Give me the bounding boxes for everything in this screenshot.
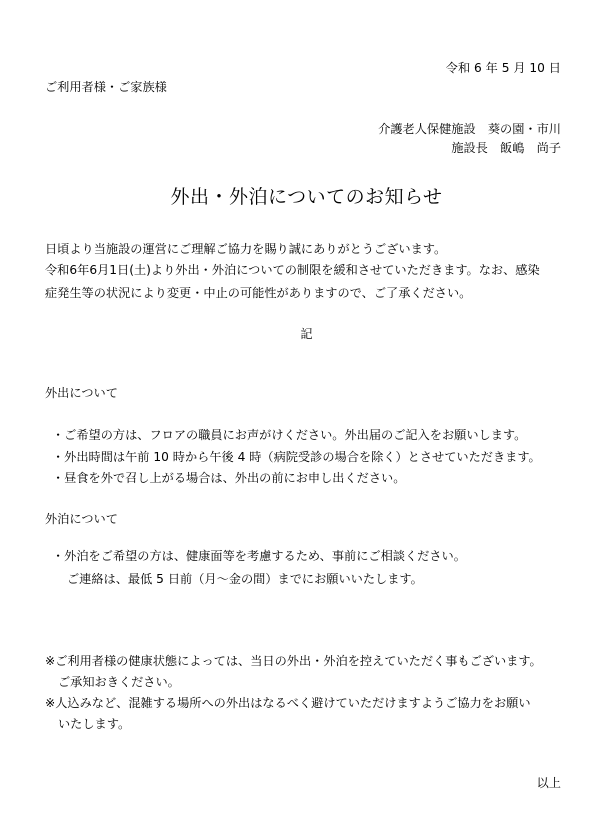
ki-marker: 記 — [300, 327, 313, 341]
addressee: ご利用者様・ご家族様 — [45, 80, 167, 94]
document-date: 令和 6 年 5 月 10 日 — [445, 61, 561, 75]
note-2: ※人込みなど、混雑する場所への外出はなるべく避けていただけますようご協力をお願い — [45, 696, 531, 710]
overnight-item: ・外泊をご希望の方は、健康面等を考慮するため、事前にご相談ください。 — [52, 549, 466, 563]
note-1: ※ご利用者様の健康状態によっては、当日の外出・外泊を控えていただく事もございます。 — [45, 654, 542, 668]
note-2-continued: いたします。 — [58, 717, 131, 731]
closing-mark: 以上 — [536, 776, 561, 790]
intro-line-3: 症発生等の状況により変更・中止の可能性がありますので、ご了承ください。 — [45, 286, 472, 300]
intro-line-1: 日頃より当施設の運営にご理解ご協力を賜り誠にありがとうございます。 — [45, 242, 447, 256]
outing-item: ・昼食を外で召し上がる場合は、外出の前にお申し出ください。 — [52, 471, 406, 485]
overnight-heading: 外泊について — [45, 512, 118, 526]
director-name: 施設長 飯嶋 尚子 — [451, 141, 561, 155]
intro-line-2: 令和6年6月1日(土)より外出・外泊についての制限を緩和させていただきます。なお、感染 — [45, 263, 540, 277]
overnight-item-continued: ご連絡は、最低 5 日前（月～金の間）までにお願いいたします。 — [67, 572, 423, 586]
page-title: 外出・外泊についてのお知らせ — [170, 186, 443, 208]
outing-heading: 外出について — [45, 386, 118, 400]
outing-item: ・ご希望の方は、フロアの職員にお声がけください。外出届のご記入をお願いします。 — [52, 428, 527, 442]
outing-item: ・外出時間は午前 10 時から午後 4 時（病院受診の場合を除く）とさせていただきます。 — [52, 450, 541, 464]
facility-name: 介護老人保健施設 葵の園・市川 — [378, 122, 561, 136]
note-1-continued: ご承知おきください。 — [58, 675, 180, 689]
